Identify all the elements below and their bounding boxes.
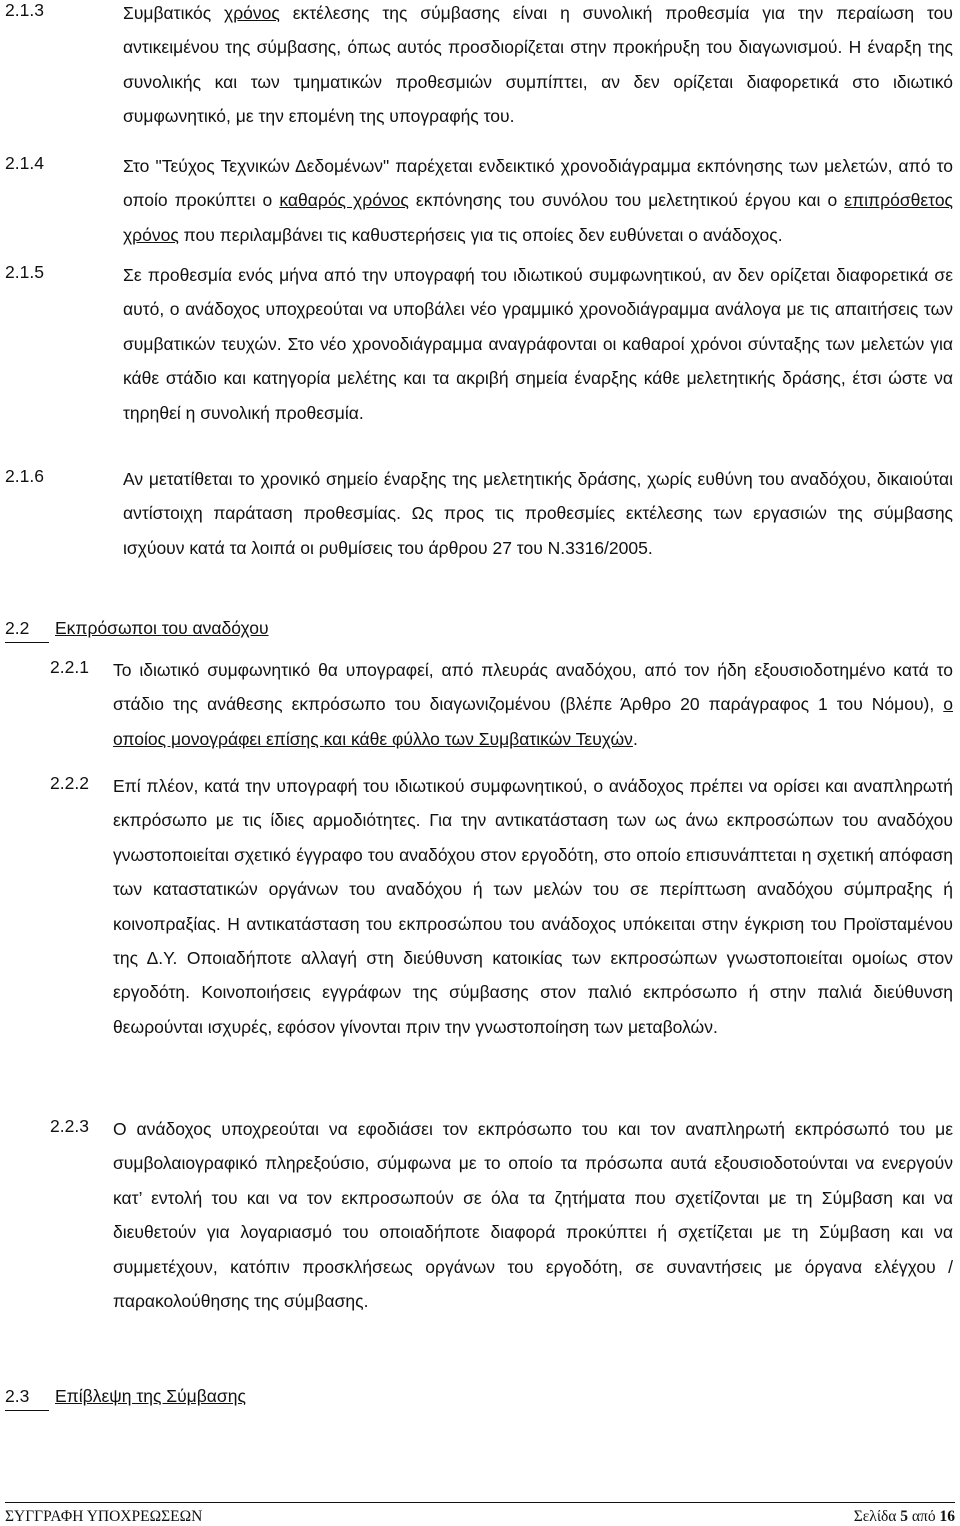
footer-rule: [5, 1502, 955, 1503]
heading-number: 2.3: [5, 1386, 30, 1406]
heading-2-3: [5, 1386, 285, 1416]
section-number: 2.2.2: [50, 773, 89, 793]
section-2-1-3-text: [123, 0, 953, 134]
text-run: Στο "Τεύχος Τεχνικών Δεδομένων" παρέχεται ενδεικτικό χρονοδιάγραμμα εκπόνησης των μελετών, από το οποίο προκύπτει ο: [123, 156, 953, 211]
heading-number: 2.2: [5, 618, 30, 638]
section-2-2-2-text: [113, 769, 953, 1044]
text-run: Σε προθεσμία ενός μήνα από την υπογραφή του ιδιωτικού συμφωνητικού, αν δεν ορίζεται διαφορετικά σε αυτό, ο ανάδοχος υποχρεούται να υποβάλει νέο γραμμικό χρονοδιάγραμμα ανάλογα με τις απαιτήσεις των συμβατικών τευχών. Στο νέο χρονοδιάγραμμα αναγράφονται οι καθαροί χρόνοι σύνταξης των μελετών για κάθε στάδιο και κατηγορία μελέτης και τα ακριβή σημεία έναρξης κάθε μελετητικής δράσης, έτσι ώστε να τηρηθεί η συνολική προθεσμία.: [123, 265, 953, 423]
text-run: .: [632, 728, 638, 749]
heading-title: Εκπρόσωποι του αναδόχου: [55, 618, 269, 638]
underlined-text: χρόνος: [224, 3, 280, 23]
underlined-text: καθαρός χρόνος: [279, 190, 409, 211]
text-run: Συμβατικός: [123, 3, 225, 23]
section-2-2-1-text: [113, 653, 953, 756]
underlined-text: επιπρόσθετος χρόνος: [123, 190, 953, 245]
text-run: Το ιδιωτικό συμφωνητικό θα υπογραφεί, από πλευράς αναδόχου, από τον ήδη εξουσιοδοτημένο κατά το στάδιο της ανάθεσης εκπρόσωπο του διαγωνιζομένου (βλέπε Άρθρο 20 παράγραφος 1 του Νόμου),: [113, 660, 953, 715]
heading-underline: [5, 1410, 49, 1411]
underlined-text: ο οποίος μονογράφει επίσης και κάθε φύλλο των Συμβατικών Τευχών: [113, 694, 953, 749]
page-total: 16: [939, 1508, 955, 1525]
page-number: 5: [900, 1508, 909, 1525]
heading-2-2: [5, 618, 285, 648]
text-run: εκτέλεσης της σύμβασης είναι η συνολική προθεσμία για την περαίωση του αντικειμένου της σύμβασης, όπως αυτός προσδιορίζεται στην προκήρυξη του διαγωνισμού. Η έναρξη της συνολικής και των τμηματικών προθεσμιών συμπίπτει, αν δεν ορίζεται διαφορετικά στο ιδιωτικό συμφωνητικό, με την επομένη της υπογραφής του.: [123, 3, 953, 127]
section-2-2-3-text: [113, 1112, 953, 1318]
section-number: 2.2.3: [50, 1116, 89, 1136]
footer-title: ΣΥΓΓΡΑΦΗ ΥΠΟΧΡΕΩΣΕΩΝ: [5, 1508, 203, 1525]
heading-underline: [5, 642, 49, 643]
text-run: Ο ανάδοχος υποχρεούται να εφοδιάσει τον εκπρόσωπο του και τον αναπληρωτή εκπρόσωπό του με συμβολαιογραφικό πληρεξούσιο, σύμφωνα με το οποίο τα πρόσωπα αυτά εξουσιοδοτούνται να ενεργούν κατ’ εντολή του και να τον εκπροσωπούν σε όλα τα ζητήματα που σχετίζονται με τη Σύμβαση και να διευθετούν για λογαριασμό του οποιαδήποτε διαφορά προκύπτει ή σχετίζεται με τη Σύμβαση και να συμμετέχουν, κατόπιν προσκλήσεως οργάνων του εργοδότη, σε συναντήσεις με όργανα ελέγχου / παρακολούθησης της σύμβασης.: [113, 1119, 953, 1312]
text-run: Αν μετατίθεται το χρονικό σημείο έναρξης της μελετητικής δράσης, χωρίς ευθύνη του αναδόχου, δικαιούται αντίστοιχη παράταση προθεσμίας. Ως προς τις προθεσμίες εκτέλεσης των εργασιών της σύμβασης ισχύουν κατά τα λοιπά οι ρυθμίσεις του άρθρου 27 του Ν.3316/2005.: [123, 469, 953, 558]
section-2-1-6-text: [123, 462, 953, 565]
section-number: 2.1.5: [5, 262, 44, 282]
page-label: Σελίδα: [853, 1508, 901, 1525]
section-number: 2.1.4: [5, 153, 44, 173]
section-2-1-4-text: [123, 149, 953, 252]
text-run: εκπόνησης του συνόλου του μελετητικού έργου και ο: [408, 190, 845, 211]
section-number: 2.1.6: [5, 466, 44, 486]
section-2-1-5-text: [123, 258, 953, 430]
text-run: Επί πλέον, κατά την υπογραφή του ιδιωτικού συμφωνητικού, ο ανάδοχος πρέπει να ορίσει και αναπληρωτή εκπρόσωπο με τις ίδιες αρμοδιότητες. Για την αντικατάσταση των ως άνω εκπροσώπων του αναδόχου γνωστοποιείται σχετικό έγγραφο του αναδόχου στον εργοδότη, στο οποίο επισυνάπτεται η σχετική απόφαση των καταστατικών οργάνων του αναδόχου ή των μελών του σε περίπτωση αναδόχου σύμπραξης ή κοινοπραξίας. Η αντικατάσταση του εκπροσώπου του ανάδοχος υπόκειται στην έγκριση του Προϊσταμένου της Δ.Υ. Οποιαδήποτε αλλαγή στη διεύθυνση κατοικίας των εκπροσώπων γνωστοποιείται ομοίως στον εργοδότη. Κοινοποιήσεις εγγράφων της σύμβασης στον παλιό εκπρόσωπο ή στην παλιά διεύθυνση θεωρούνται ισχυρές, εφόσον γίνονται πριν την γνωστοποίηση των μεταβολών.: [113, 776, 953, 1037]
section-number: 2.1.3: [5, 0, 44, 20]
footer-page-info: [854, 1508, 955, 1526]
text-run: που περιλαμβάνει τις καθυστερήσεις για τις οποίες δεν ευθύνεται ο ανάδοχος.: [178, 224, 783, 245]
page-of-label: από: [908, 1508, 940, 1525]
section-number: 2.2.1: [50, 657, 89, 677]
heading-title: Επίβλεψη της Σύμβασης: [55, 1386, 246, 1406]
